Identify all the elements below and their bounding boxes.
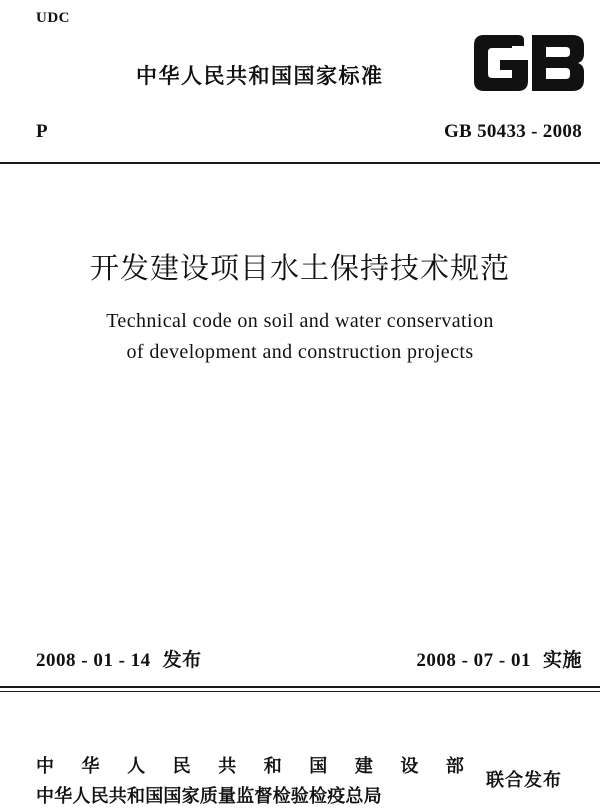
joint-issue-label: 联合发布 <box>486 770 562 791</box>
issuer-ministry-char: 国 <box>309 756 328 777</box>
title-english-line-2: of development and construction projects <box>126 341 474 363</box>
issuer-ministry <box>36 752 464 778</box>
issuer-ministry-char: 华 <box>81 756 100 777</box>
header-divider <box>0 162 600 164</box>
effective-date-block <box>416 645 582 672</box>
udc-label: UDC <box>36 10 70 26</box>
issuer-ministry-char: 部 <box>445 756 464 777</box>
issue-label: 发布 <box>162 649 202 671</box>
issuer-ministry-char: 设 <box>400 756 419 777</box>
issuer-ministry-char: 民 <box>172 756 191 777</box>
national-standard-heading: 中华人民共和国国家标准 <box>136 64 384 88</box>
issuer-ministry-char: 中 <box>36 756 54 777</box>
effective-label: 实施 <box>542 649 582 671</box>
footer-divider-thin <box>0 691 600 692</box>
classification-code: P <box>36 121 48 142</box>
issuer-ministry-char: 和 <box>263 756 282 777</box>
issue-date: 2008 - 01 - 14 <box>36 650 151 671</box>
issuer-ministry-char: 人 <box>127 756 146 777</box>
standard-number: GB 50433 - 2008 <box>443 121 582 142</box>
issuer-ministry-char: 建 <box>354 756 373 777</box>
title-english <box>0 306 600 368</box>
title-chinese: 开发建设项目水土保持技术规范 <box>89 251 510 285</box>
issue-date-block <box>36 645 202 672</box>
issuer-agency: 中华人民共和国国家质量监督检验检疫总局 <box>36 786 382 807</box>
title-english-line-1: Technical code on soil and water conservation <box>106 310 494 332</box>
effective-date: 2008 - 07 - 01 <box>416 650 531 671</box>
issuer-ministry-char: 共 <box>218 756 237 777</box>
gb-logo <box>470 32 588 94</box>
footer-divider <box>0 686 600 688</box>
